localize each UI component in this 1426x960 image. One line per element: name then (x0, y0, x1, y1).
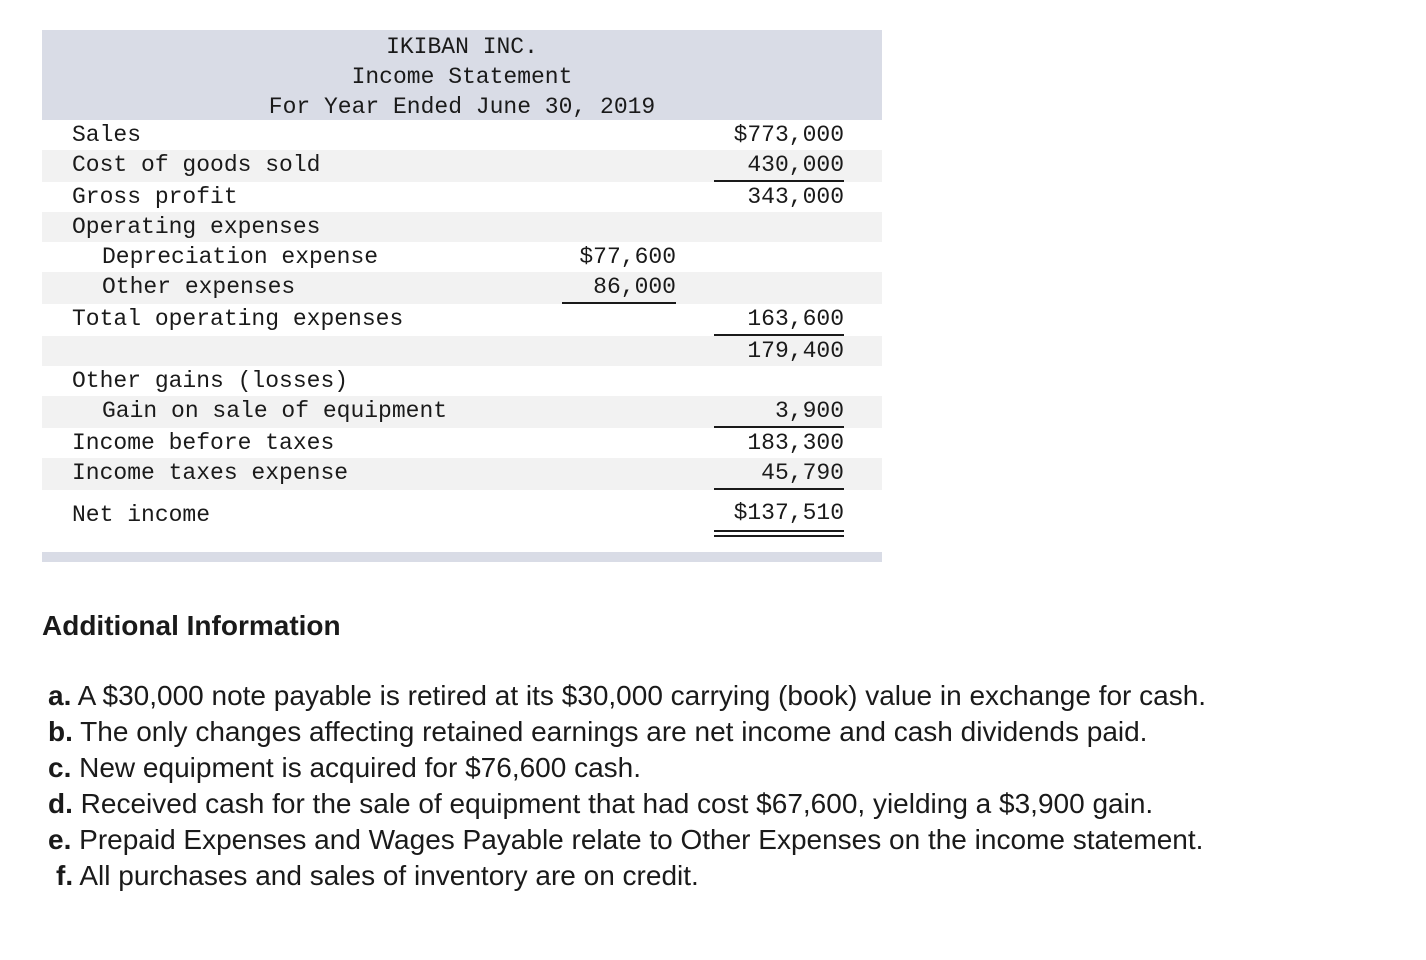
item-text: The only changes affecting retained earnings are net income and cash dividends paid. (72, 716, 1148, 747)
info-item-f (42, 858, 1412, 894)
info-item-a (42, 678, 1412, 714)
row-other-gains-header (42, 366, 882, 396)
row-amount: 179,400 (747, 338, 844, 364)
row-label: Total operating expenses (72, 306, 404, 332)
item-letter: a. (48, 680, 72, 711)
row-total-opex (42, 304, 882, 336)
additional-information (42, 606, 1412, 894)
item-letter: f. (56, 860, 74, 891)
row-amount: 183,300 (747, 430, 844, 456)
row-label: Gain on sale of equipment (102, 398, 448, 424)
row-gross-profit (42, 182, 882, 212)
info-item-e (42, 822, 1412, 858)
row-label: Depreciation expense (102, 244, 379, 270)
statement-rows (42, 120, 882, 552)
item-letter: b. (48, 716, 73, 747)
row-opex-header (42, 212, 882, 242)
statement-header (42, 30, 882, 120)
row-subtotal (42, 336, 882, 366)
row-amount: $137,510 (733, 500, 844, 526)
item-text: All purchases and sales of inventory are on credit. (73, 860, 699, 891)
row-amount: 86,000 (593, 274, 676, 300)
company-name: IKIBAN INC. (386, 34, 538, 60)
row-other-expenses (42, 272, 882, 304)
item-letter: e. (48, 824, 72, 855)
row-amount: $773,000 (733, 122, 844, 148)
row-label: Gross profit (72, 184, 238, 210)
item-text: Prepaid Expenses and Wages Payable relate to Other Expenses on the income statement. (71, 824, 1204, 855)
item-letter: c. (48, 752, 72, 783)
row-label: Operating expenses (72, 214, 321, 240)
statement-footer-bar (42, 552, 882, 562)
additional-info-list (42, 678, 1412, 894)
row-income-before-taxes (42, 428, 882, 458)
row-label: Income taxes expense (72, 460, 349, 486)
row-label: Other gains (losses) (72, 368, 349, 394)
row-depreciation (42, 242, 882, 272)
row-amount: 3,900 (774, 398, 844, 424)
row-amount: 430,000 (747, 152, 844, 178)
income-statement (42, 30, 882, 552)
row-label: Cost of goods sold (72, 152, 321, 178)
additional-info-title: Additional Information (42, 610, 341, 641)
info-item-b (42, 714, 1412, 750)
item-text: New equipment is acquired for $76,600 cash. (71, 752, 642, 783)
row-sales (42, 120, 882, 150)
double-underline-top (714, 530, 844, 532)
row-net-income (42, 490, 882, 552)
row-amount: 163,600 (747, 306, 844, 332)
row-income-taxes (42, 458, 882, 490)
row-label: Net income (72, 502, 211, 528)
row-label: Other expenses (102, 274, 296, 300)
row-amount: 343,000 (747, 184, 844, 210)
double-underline-bottom (714, 535, 844, 537)
row-gain-sale (42, 396, 882, 428)
statement-period: For Year Ended June 30, 2019 (268, 94, 656, 120)
item-text: Received cash for the sale of equipment that had cost $67,600, yielding a $3,900 gain. (72, 788, 1154, 819)
row-label: Sales (72, 122, 142, 148)
row-label: Income before taxes (72, 430, 335, 456)
statement-title: Income Statement (351, 64, 573, 90)
item-text: A $30,000 note payable is retired at its $30,000 carrying (book) value in exchange for cash. (71, 680, 1207, 711)
item-letter: d. (48, 788, 73, 819)
row-amount: 45,790 (761, 460, 844, 486)
info-item-c (42, 750, 1412, 786)
row-amount: $77,600 (579, 244, 676, 270)
info-item-d (42, 786, 1412, 822)
row-cogs (42, 150, 882, 182)
